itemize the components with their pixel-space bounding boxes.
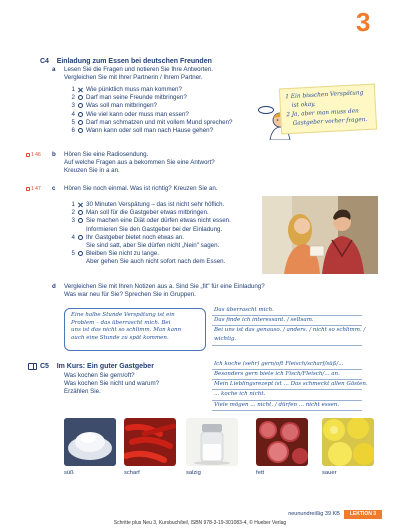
question-list-a: [68, 86, 233, 135]
answer-checkbox[interactable]: [78, 103, 83, 108]
food-label-fatty: fett: [256, 470, 265, 476]
question-item: [68, 102, 233, 110]
statement-number: 3: [71, 217, 75, 225]
phrase-line: Mein Lieblingsrezept ist ... Das schmeckt allen Gästen.: [212, 380, 362, 390]
question-item: [68, 119, 233, 127]
phrase-line: Bei uns ist das genauso. / anders. / nicht so schlimm. /: [214, 327, 366, 334]
statement-text: Man soll für die Gastgeber etwas mitbringen.: [86, 209, 209, 217]
exercise-letter-a: a: [52, 66, 56, 73]
audio-track-number: 1 47: [31, 186, 41, 192]
question-text: Was soll man mitbringen?: [86, 102, 157, 110]
answer-checkbox[interactable]: [78, 202, 83, 207]
instruction-line: Auf welche Fragen aus a bekommen Sie eine Antwort?: [64, 159, 215, 167]
lemons-photo: [322, 418, 374, 466]
statement-text: Informieren Sie den Gastgeber bei der Einladung.: [86, 225, 223, 233]
note-line: ist okay.: [291, 101, 316, 109]
instruction-line: Was war neu für Sie? Sprechen Sie in Gruppen.: [64, 291, 196, 299]
instruction-line: Vergleichen Sie mit Ihren Notizen aus a. Sind Sie „fit" für eine Einladung?: [64, 283, 265, 290]
instruction-line: Hören Sie noch einmal. Was ist richtig? Kreuzen Sie an.: [64, 185, 218, 192]
food-label-sweet: süß: [64, 470, 74, 476]
answer-checkbox[interactable]: [78, 210, 83, 215]
section-label: C4: [40, 58, 49, 65]
phrase-list-d: [212, 306, 366, 346]
statement-item: [68, 242, 231, 250]
instruction-line: Was kochen Sie nicht und warum?: [64, 380, 160, 388]
statement-number: 4: [71, 233, 75, 241]
speech-line: auch eine Stunde zu spät kommen.: [71, 335, 169, 342]
food-label-salty: salzig: [186, 470, 201, 476]
statement-item: [68, 258, 231, 266]
speech-line: Problem – das überrascht mich. Bei: [71, 319, 171, 326]
statement-number: 2: [71, 209, 75, 217]
phrase-line: Das finde ich interessant. / seltsam.: [212, 316, 362, 326]
answer-checkbox[interactable]: [78, 87, 83, 92]
audio-track-number: 1 46: [31, 152, 41, 158]
statement-item: [68, 226, 231, 234]
instruction-line: Hören Sie eine Radiosendung.: [64, 151, 149, 158]
answer-checkbox[interactable]: [78, 218, 83, 223]
phrase-list-c5: [212, 360, 368, 411]
note-line: 2 Ja, aber man muss den: [286, 108, 359, 119]
chapter-number: 3: [356, 7, 371, 37]
salt-shaker-photo: [186, 418, 238, 466]
question-item: [68, 127, 233, 135]
note-line: 1 Ein bisschen Verspätung: [285, 90, 364, 101]
question-number: 6: [71, 126, 75, 134]
exercise-letter-c: c: [52, 185, 56, 192]
exercise-letter-b: b: [52, 151, 56, 158]
section-label: C5: [40, 363, 49, 370]
note-line: Gastgeber vorher fragen.: [292, 116, 368, 127]
statement-text: Sie machen eine Diät oder dürfen etwas nicht essen.: [86, 217, 231, 225]
copyright-line: Schritte plus Neu 3, Kursbuch/teil, ISBN 978-3-19-301083-4, © Hueber Verlag: [113, 520, 287, 526]
section-title: Im Kurs: Ein guter Gastgeber: [56, 363, 154, 370]
example-speech-box: [64, 308, 206, 351]
phrase-line: Besonders gern biete ich Fisch/Fleisch/... an.: [212, 370, 362, 380]
page-footer: [288, 510, 382, 519]
statement-text: Aber gehen Sie auch nicht sofort nach dem Essen.: [86, 258, 226, 266]
instruction-line: Lesen Sie die Fragen und notieren Sie Ihre Antworten.: [64, 66, 213, 73]
instruction-d: [64, 283, 265, 299]
instruction-b: [64, 151, 215, 175]
exercise-letter-d: d: [52, 283, 56, 290]
guests-photo: [262, 196, 378, 274]
speech-line: Eine halbe Stunde Verspätung ist ein: [71, 312, 175, 318]
statement-text: 30 Minuten Verspätung – das ist nicht sehr höflich.: [86, 201, 225, 208]
section-title: Einladung zum Essen bei deutschen Freunden: [56, 58, 212, 65]
food-label-spicy: scharf: [124, 470, 140, 476]
question-number: 2: [71, 94, 75, 102]
question-number: 3: [71, 102, 75, 110]
phrase-line: wichtig.: [212, 335, 362, 345]
statement-text: Sie sind satt, aber Sie dürfen nicht „Nein" sagen.: [86, 241, 220, 249]
phrase-line: Ich koche (sehr) gern/oft Fleisch/scharf/süß/...: [212, 360, 362, 370]
answer-checkbox[interactable]: [78, 235, 83, 240]
instruction-line: Erzählen Sie.: [64, 388, 101, 396]
food-label-sour: sauer: [322, 470, 337, 476]
audio-track-c[interactable]: [26, 186, 41, 193]
statement-item: [68, 234, 231, 242]
phrase-line: Das überrascht mich.: [212, 306, 362, 316]
statement-number: 5: [71, 250, 75, 258]
statement-item: [68, 217, 231, 225]
instruction-line: Vergleichen Sie mit Ihrer Partnerin / Ihrem Partner.: [64, 74, 203, 82]
chili-photo: [124, 418, 176, 466]
answer-checkbox[interactable]: [78, 251, 83, 256]
answer-checkbox[interactable]: [78, 120, 83, 125]
answer-checkbox[interactable]: [78, 112, 83, 117]
speech-line: uns ist das nicht so schlimm. Man kann: [71, 327, 182, 334]
lesson-tag: LEKTION 3: [344, 510, 382, 519]
question-number: 5: [71, 118, 75, 126]
answer-checkbox[interactable]: [78, 128, 83, 133]
audio-track-b[interactable]: [26, 152, 41, 159]
instruction-a: [64, 66, 213, 82]
phrase-line: Viele mögen ... nicht. / dürfen ... nicht essen.: [212, 401, 362, 411]
statement-text: Ihr Gastgeber bietet noch etwas an.: [86, 233, 185, 241]
answer-checkbox[interactable]: [78, 95, 83, 100]
sausage-photo: [256, 418, 308, 466]
question-item: [68, 94, 233, 102]
statement-text: Bleiben Sie nicht zu lange.: [86, 250, 159, 258]
section-c4-header: [40, 57, 212, 66]
question-item: [68, 86, 233, 94]
question-text: Darf man schmatzen und mit vollem Mund sprechen?: [86, 118, 233, 126]
sugar-photo: [64, 418, 116, 466]
instruction-c5: [64, 372, 159, 396]
speaker-icon: [26, 187, 30, 191]
question-text: Wie pünktlich muss man kommen?: [86, 86, 182, 93]
statement-list-c: [68, 201, 231, 267]
question-item: [68, 111, 233, 119]
instruction-line: Was kochen Sie gern/oft?: [64, 372, 135, 379]
question-text: Darf man seine Freunde mitbringen?: [86, 94, 187, 102]
speaker-icon: [26, 153, 30, 157]
question-text: Wann kann oder soll man nach Hause gehen?: [86, 126, 214, 134]
question-number: 4: [71, 110, 75, 118]
statement-item: [68, 201, 231, 209]
book-icon: [28, 363, 37, 370]
instruction-c: [64, 185, 218, 193]
section-c5-header: [40, 362, 154, 371]
question-number: 1: [71, 86, 75, 93]
page-number: neunundreißig 39 KB: [288, 510, 340, 517]
statement-number: 1: [71, 201, 75, 208]
sticky-note: [279, 84, 377, 135]
question-text: Wie viel kann oder muss man essen?: [86, 110, 189, 118]
statement-item: [68, 250, 231, 258]
instruction-line: Kreuzen Sie in a an.: [64, 167, 120, 175]
statement-item: [68, 209, 231, 217]
phrase-line: ... koche ich nicht.: [212, 390, 362, 400]
